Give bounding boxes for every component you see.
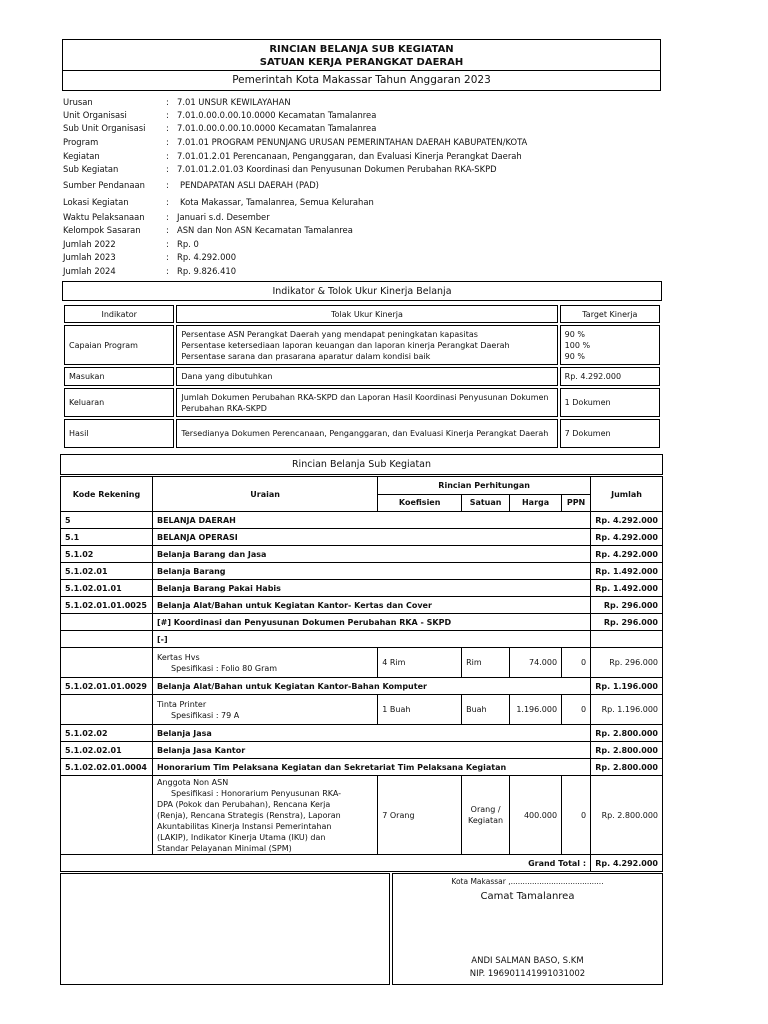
item-spec: (Renja), Rencana Strategis (Renstra), Laporan — [156, 810, 341, 820]
info-label: Kelompok Sasaran — [63, 225, 141, 235]
info-row-waktu — [63, 211, 663, 223]
table-row — [61, 725, 663, 742]
cell-jumlah: Rp. 4.292.000 — [591, 529, 663, 546]
cell-satuan: Rim — [462, 648, 510, 678]
info-value: 7.01.01.2.01.03 Koordinasi dan Penyusunan Dokumen Perubahan RKA-SKPD — [177, 164, 497, 174]
target-line: 90 % — [564, 351, 585, 361]
info-row-jumlah-2024 — [63, 265, 663, 277]
info-row-unit-organisasi — [63, 109, 663, 121]
cell-kode: 5 — [61, 512, 153, 529]
signer-name: ANDI SALMAN BASO, S.KM — [471, 956, 584, 966]
cell-kode — [61, 776, 153, 855]
item-name: Tinta Printer — [156, 699, 207, 709]
info-row-lokasi — [63, 196, 663, 208]
info-sep: : — [166, 137, 169, 147]
table-row — [61, 614, 663, 631]
info-value: 7.01 UNSUR KEWILAYAHAN — [177, 97, 291, 107]
cell-jumlah: Rp. 296.000 — [591, 597, 663, 614]
table-row — [61, 648, 663, 678]
cell-kode: 5.1.02.01.01.0025 — [61, 597, 153, 614]
cell-jumlah: Rp. 2.800.000 — [591, 725, 663, 742]
info-label: Urusan — [63, 97, 93, 107]
info-value: 7.01.01 PROGRAM PENUNJANG URUSAN PEMERINTAHAN DAERAH KABUPATEN/KOTA — [177, 137, 528, 147]
cell-kode: 5.1.02.02.01.0004 — [61, 759, 153, 776]
cell-uraian: [#] Koordinasi dan Penyusunan Dokumen Perubahan RKA - SKPD — [152, 614, 590, 631]
cell-ppn: 0 — [562, 695, 591, 725]
cell-ppn: 0 — [562, 776, 591, 855]
government-line: Pemerintah Kota Makassar Tahun Anggaran 2023 — [62, 71, 661, 91]
cell-kode: 5.1 — [61, 529, 153, 546]
info-row-jumlah-2022 — [63, 238, 663, 250]
kinerja-label-hasil: Hasil — [64, 419, 174, 448]
table-row — [61, 678, 663, 695]
item-name: Anggota Non ASN — [156, 777, 229, 787]
kinerja-header-tolok: Tolak Ukur Kinerja — [176, 305, 557, 323]
info-row-sub-unit — [63, 122, 663, 134]
item-name: Kertas Hvs — [156, 652, 200, 662]
signer-position: Camat Tamalanrea — [480, 891, 575, 902]
cell-uraian: Belanja Alat/Bahan untuk Kegiatan Kantor- Kertas dan Cover — [152, 597, 590, 614]
info-sep: : — [166, 97, 169, 107]
kinerja-title: Indikator & Tolok Ukur Kinerja Belanja — [62, 281, 662, 301]
cell-uraian — [152, 776, 377, 855]
info-row-jumlah-2023 — [63, 251, 663, 263]
cell-uraian: Belanja Jasa Kantor — [152, 742, 590, 759]
info-value: Rp. 0 — [177, 239, 199, 249]
header-kode: Kode Rekening — [61, 477, 153, 512]
info-value: ASN dan Non ASN Kecamatan Tamalanrea — [177, 225, 353, 235]
kinerja-header-target: Target Kinerja — [560, 305, 660, 323]
info-sep: : — [166, 123, 169, 133]
info-label: Jumlah 2022 — [63, 239, 116, 249]
cell-jumlah: Rp. 4.292.000 — [591, 546, 663, 563]
item-spec: Spesifikasi : Folio 80 Gram — [170, 663, 278, 673]
cell-ppn: 0 — [562, 648, 591, 678]
cell-koefisien: 4 Rim — [378, 648, 462, 678]
header-ppn: PPN — [562, 494, 591, 512]
place-date: Kota Makassar ,....................................... — [451, 877, 604, 886]
info-value: Rp. 4.292.000 — [177, 252, 237, 262]
target-line: 100 % — [564, 340, 591, 350]
title-line-2: SATUAN KERJA PERANGKAT DAERAH — [259, 57, 464, 68]
cell-jumlah: Rp. 1.492.000 — [591, 563, 663, 580]
cell-uraian: Belanja Barang dan Jasa — [152, 546, 590, 563]
kinerja-label-masukan: Masukan — [64, 367, 174, 386]
table-row — [61, 580, 663, 597]
header-koefisien: Koefisien — [378, 494, 462, 512]
rincian-title: Rincian Belanja Sub Kegiatan — [60, 454, 663, 475]
cell-uraian: Honorarium Tim Pelaksana Kegiatan dan Sekretariat Tim Pelaksana Kegiatan — [152, 759, 590, 776]
cell-uraian — [152, 648, 377, 678]
info-value: 7.01.0.00.0.00.10.0000 Kecamatan Tamalanrea — [177, 110, 377, 120]
cell-kode: 5.1.02 — [61, 546, 153, 563]
info-sep: : — [166, 212, 169, 222]
cell-kode — [61, 614, 153, 631]
cell-jumlah — [591, 631, 663, 648]
cell-uraian — [152, 695, 377, 725]
info-value: Kota Makassar, Tamalanrea, Semua Kelurahan — [180, 197, 374, 207]
satuan-line: Kegiatan — [468, 816, 504, 825]
header-perhitungan: Rincian Perhitungan — [378, 477, 591, 495]
kinerja-label-capaian: Capaian Program — [64, 325, 174, 365]
info-value: 7.01.01.2.01 Perencanaan, Penganggaran, dan Evaluasi Kinerja Perangkat Daerah — [177, 151, 522, 161]
info-label: Waktu Pelaksanaan — [63, 212, 145, 222]
cell-uraian: [-] — [152, 631, 590, 648]
info-value: 7.01.0.00.0.00.10.0000 Kecamatan Tamalanrea — [177, 123, 377, 133]
info-sep: : — [166, 164, 169, 174]
header-jumlah: Jumlah — [591, 477, 663, 512]
info-label: Program — [63, 137, 99, 147]
info-label: Kegiatan — [63, 151, 100, 161]
item-spec: Akuntabilitas Kinerja Instansi Pemerintahan — [156, 821, 332, 831]
cell-uraian: Belanja Barang Pakai Habis — [152, 580, 590, 597]
kinerja-header-indikator: Indikator — [64, 305, 174, 323]
cell-jumlah: Rp. 1.196.000 — [591, 678, 663, 695]
cell-uraian: Belanja Jasa — [152, 725, 590, 742]
item-spec: Spesifikasi : 79 A — [170, 710, 240, 720]
signature-left-box — [60, 873, 390, 985]
rincian-table — [60, 476, 663, 872]
info-row-sub-kegiatan — [63, 163, 663, 175]
cell-jumlah: Rp. 1.196.000 — [591, 695, 663, 725]
cell-kode: 5.1.02.01.01 — [61, 580, 153, 597]
info-row-kelompok-sasaran — [63, 224, 663, 236]
table-row — [61, 529, 663, 546]
info-sep: : — [166, 110, 169, 120]
info-value: PENDAPATAN ASLI DAERAH (PAD) — [180, 180, 319, 190]
info-value: Rp. 9.826.410 — [177, 266, 237, 276]
cell-harga: 74.000 — [510, 648, 562, 678]
tolok-line: Persentase sarana dan prasarana aparatur dalam kondisi baik — [181, 351, 431, 361]
grand-total-value: Rp. 4.292.000 — [591, 855, 663, 872]
table-row — [61, 546, 663, 563]
cell-uraian: Belanja Alat/Bahan untuk Kegiatan Kantor-Bahan Komputer — [152, 678, 590, 695]
cell-jumlah: Rp. 296.000 — [591, 648, 663, 678]
item-spec: Spesifikasi : Honorarium Penyusunan RKA- — [170, 788, 342, 798]
table-row — [61, 631, 663, 648]
target-line: 90 % — [564, 329, 585, 339]
kinerja-tolok-hasil: Tersedianya Dokumen Perencanaan, Penganggaran, dan Evaluasi Kinerja Perangkat Daerah — [176, 419, 557, 448]
kinerja-target-keluaran: 1 Dokumen — [560, 388, 660, 417]
info-label: Sub Kegiatan — [63, 164, 119, 174]
cell-jumlah: Rp. 2.800.000 — [591, 759, 663, 776]
cell-jumlah: Rp. 296.000 — [591, 614, 663, 631]
title-line-1: RINCIAN BELANJA SUB KEGIATAN — [269, 44, 454, 55]
document-title — [62, 39, 661, 71]
table-row — [61, 695, 663, 725]
info-label: Sub Unit Organisasi — [63, 123, 146, 133]
signer-nip: NIP. 196901141991031002 — [469, 969, 586, 979]
table-row — [61, 597, 663, 614]
header-satuan: Satuan — [462, 494, 510, 512]
cell-harga: 1.196.000 — [510, 695, 562, 725]
info-sep: : — [166, 225, 169, 235]
table-row — [61, 759, 663, 776]
info-row-sumber-pendanaan — [63, 179, 663, 191]
grand-total-row — [61, 855, 663, 872]
header-harga: Harga — [510, 494, 562, 512]
table-row — [61, 776, 663, 855]
cell-koefisien: 1 Buah — [378, 695, 462, 725]
cell-kode: 5.1.02.01 — [61, 563, 153, 580]
grand-total-label: Grand Total : — [61, 855, 591, 872]
info-value: Januari s.d. Desember — [177, 212, 270, 222]
kinerja-target-hasil: 7 Dokumen — [560, 419, 660, 448]
cell-uraian: BELANJA DAERAH — [152, 512, 590, 529]
cell-harga: 400.000 — [510, 776, 562, 855]
cell-uraian: BELANJA OPERASI — [152, 529, 590, 546]
cell-satuan: Buah — [462, 695, 510, 725]
kinerja-table — [62, 303, 662, 450]
table-row — [61, 512, 663, 529]
satuan-line: Orang / — [470, 805, 501, 814]
cell-jumlah: Rp. 2.800.000 — [591, 776, 663, 855]
kinerja-label-keluaran: Keluaran — [64, 388, 174, 417]
cell-kode — [61, 695, 153, 725]
info-label: Unit Organisasi — [63, 110, 127, 120]
info-sep: : — [166, 252, 169, 262]
info-sep: : — [166, 239, 169, 249]
cell-jumlah: Rp. 1.492.000 — [591, 580, 663, 597]
info-row-urusan — [63, 96, 663, 108]
cell-jumlah: Rp. 2.800.000 — [591, 742, 663, 759]
kinerja-tolok-keluaran: Jumlah Dokumen Perubahan RKA-SKPD dan Laporan Hasil Koordinasi Penyusunan Dokumen Perubahan RKA-SKPD — [176, 388, 557, 417]
table-row — [61, 563, 663, 580]
cell-uraian: Belanja Barang — [152, 563, 590, 580]
info-label: Lokasi Kegiatan — [63, 197, 129, 207]
cell-jumlah: Rp. 4.292.000 — [591, 512, 663, 529]
kinerja-target-masukan: Rp. 4.292.000 — [560, 367, 660, 386]
header-uraian: Uraian — [152, 477, 377, 512]
item-spec: (LAKIP), Indikator Kinerja Utama (IKU) dan — [156, 832, 326, 842]
cell-koefisien: 7 Orang — [378, 776, 462, 855]
cell-satuan — [462, 776, 510, 855]
kinerja-tolok-capaian — [176, 325, 557, 365]
tolok-line: Persentase ketersediaan laporan keuangan dan laporan kinerja Perangkat Daerah — [181, 340, 510, 350]
info-label: Jumlah 2024 — [63, 266, 116, 276]
cell-kode — [61, 648, 153, 678]
cell-kode: 5.1.02.02.01 — [61, 742, 153, 759]
cell-kode — [61, 631, 153, 648]
info-sep: : — [166, 180, 169, 190]
kinerja-target-capaian — [560, 325, 660, 365]
table-row — [61, 742, 663, 759]
signature-box — [392, 873, 663, 985]
info-sep: : — [166, 151, 169, 161]
tolok-line: Persentase ASN Perangkat Daerah yang mendapat peningkatan kapasitas — [181, 329, 478, 339]
info-sep: : — [166, 197, 169, 207]
info-row-kegiatan — [63, 150, 663, 162]
info-label: Sumber Pendanaan — [63, 180, 145, 190]
kinerja-tolok-masukan: Dana yang dibutuhkan — [176, 367, 557, 386]
info-label: Jumlah 2023 — [63, 252, 116, 262]
item-spec: DPA (Pokok dan Perubahan), Rencana Kerja — [156, 799, 331, 809]
item-spec: Standar Pelayanan Minimal (SPM) — [156, 843, 292, 853]
info-row-program — [63, 136, 663, 148]
cell-kode: 5.1.02.02 — [61, 725, 153, 742]
cell-kode: 5.1.02.01.01.0029 — [61, 678, 153, 695]
info-sep: : — [166, 266, 169, 276]
